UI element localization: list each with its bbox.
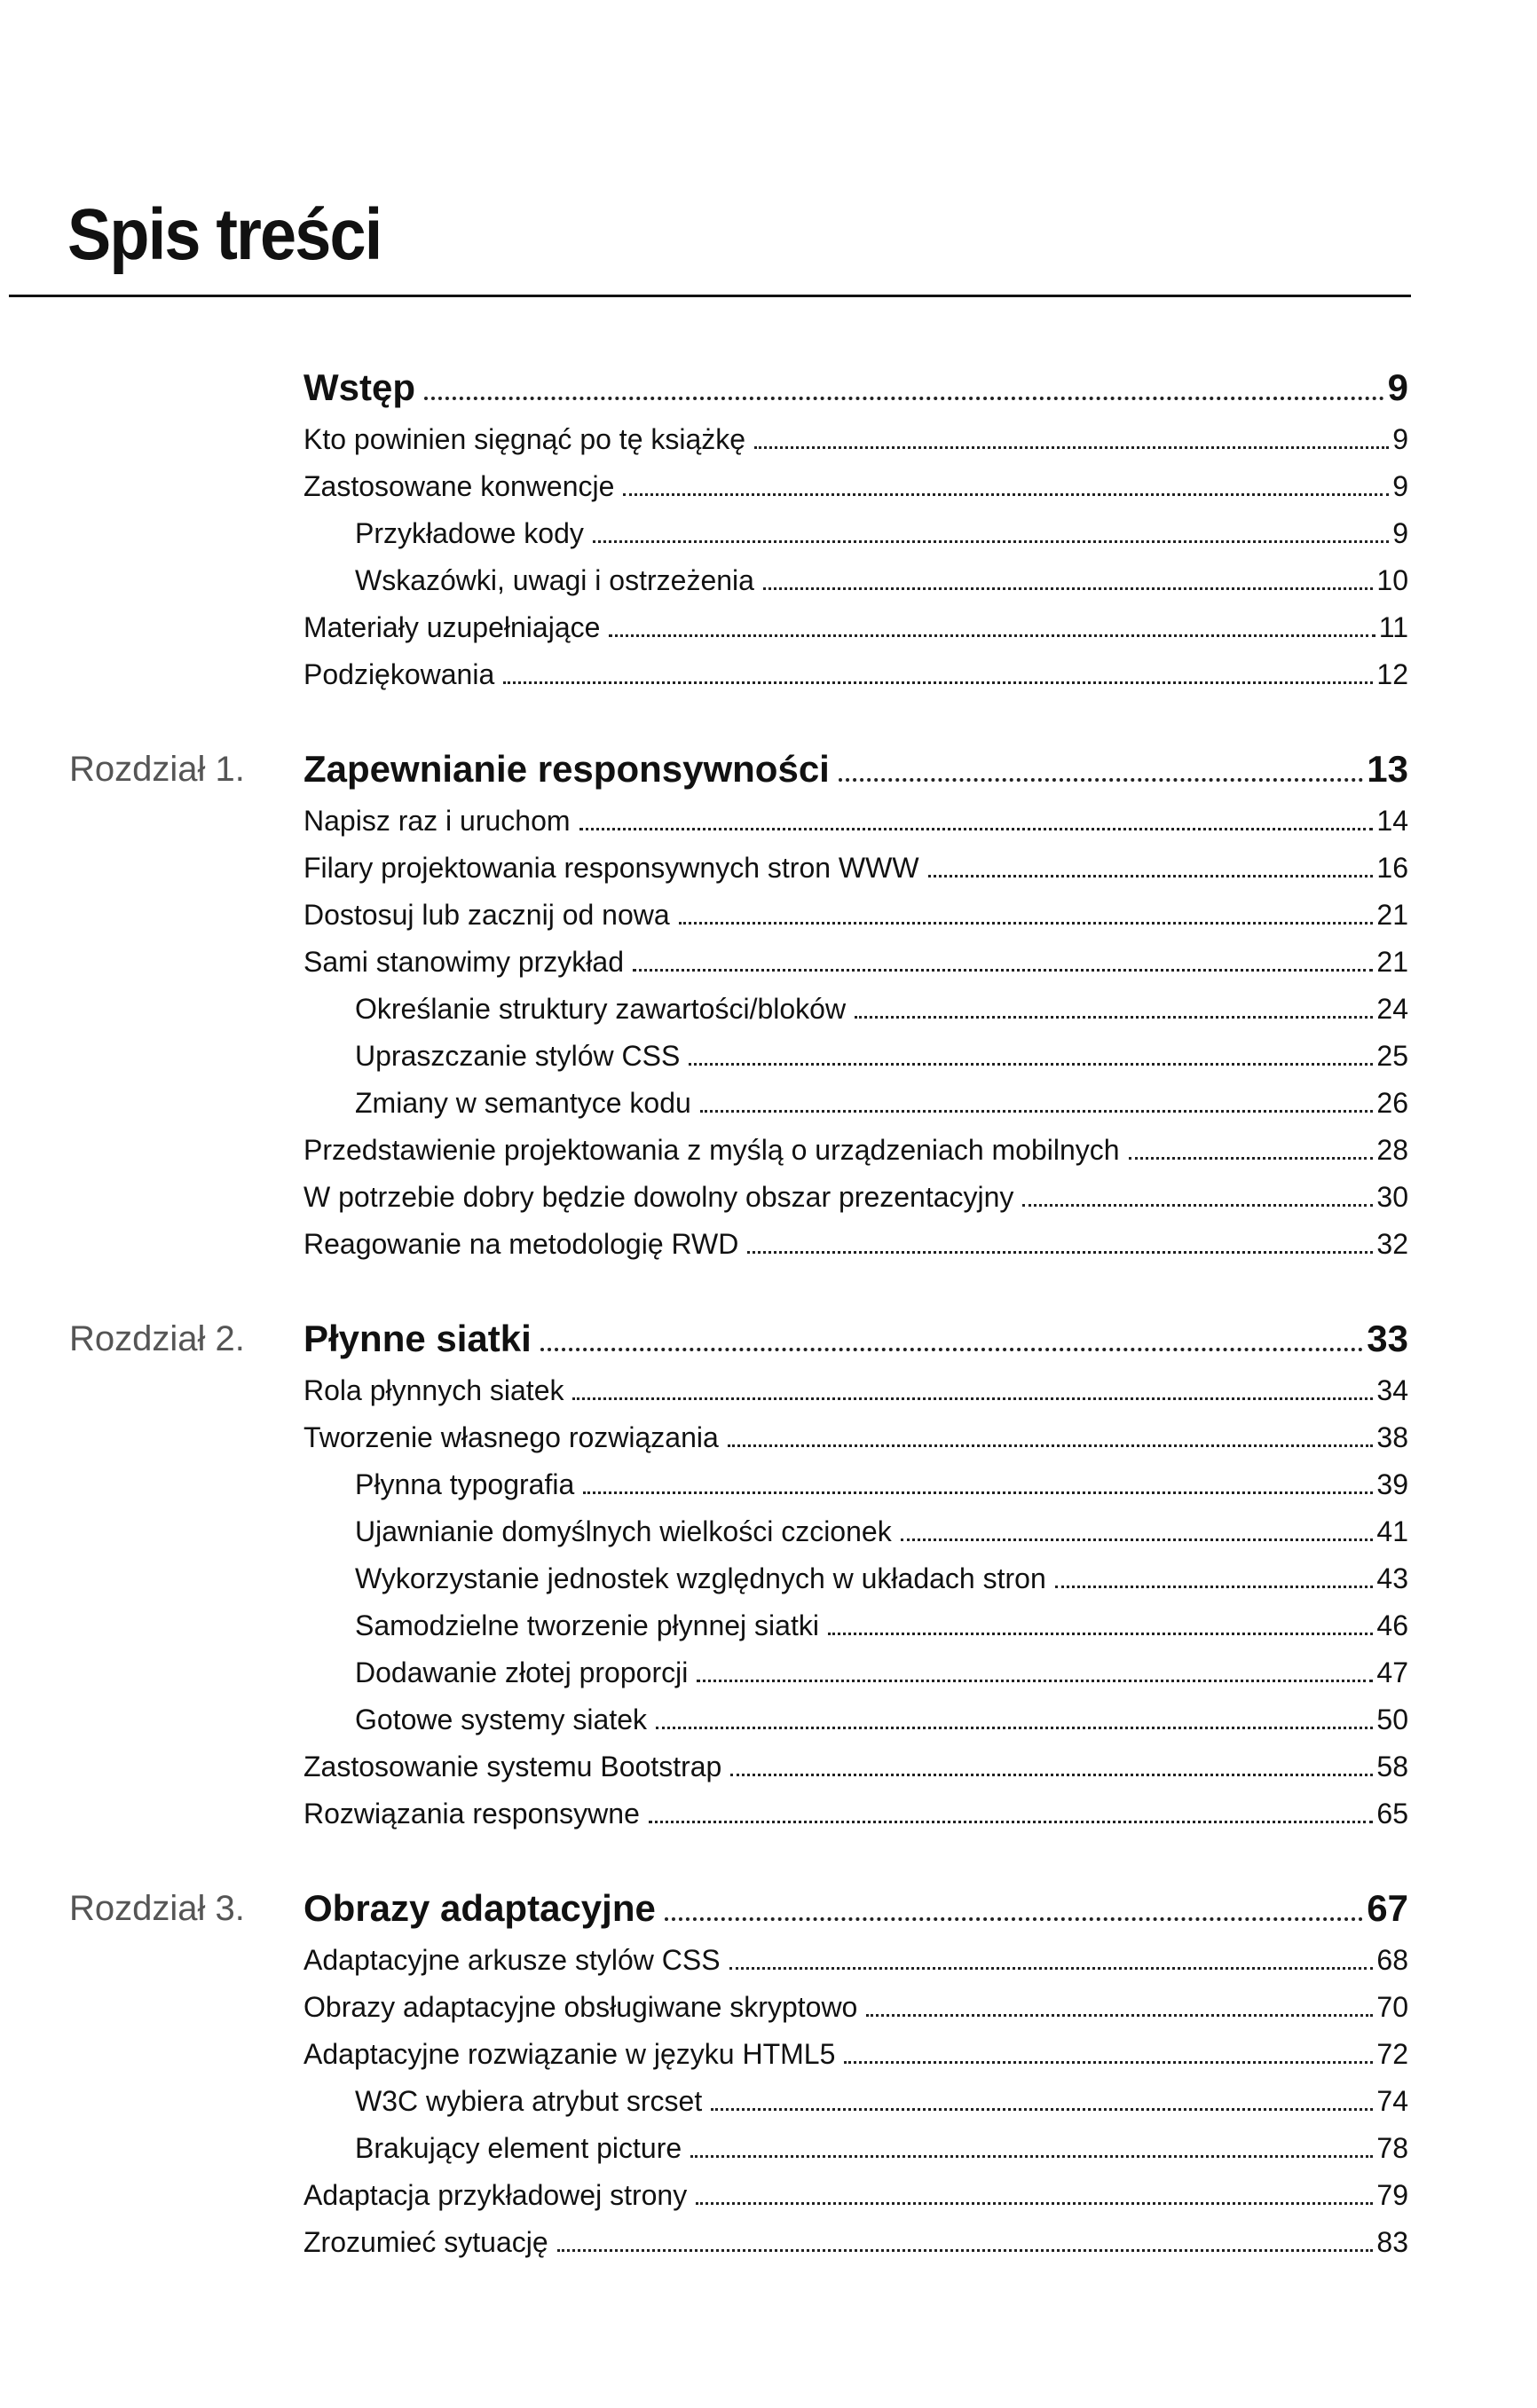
entry-title: Gotowe systemy siatek (355, 1704, 647, 1735)
toc-subentry[interactable] (355, 1649, 1408, 1696)
page-number: 26 (1376, 1087, 1408, 1119)
page-number: 24 (1376, 993, 1408, 1025)
toc-subentry[interactable] (355, 1602, 1408, 1649)
toc-entry[interactable] (303, 1984, 1408, 2031)
page-number: 28 (1376, 1134, 1408, 1166)
entry-title: Zapewnianie responsywności (303, 748, 830, 790)
dot-leader (844, 2061, 1373, 2064)
page-number: 34 (1376, 1374, 1408, 1406)
entry-title: Brakujący element picture (355, 2132, 682, 2164)
dot-leader (763, 587, 1373, 590)
toc-entry[interactable] (303, 939, 1408, 986)
entry-title: Adaptacyjne arkusze stylów CSS (303, 1944, 721, 1976)
entry-title: Samodzielne tworzenie płynnej siatki (355, 1609, 819, 1641)
toc-subentry[interactable] (355, 1696, 1408, 1743)
entry-title: W3C wybiera atrybut srcset (355, 2085, 703, 2117)
page-number: 9 (1387, 366, 1408, 408)
page-number: 33 (1367, 1318, 1408, 1359)
entry-title: W potrzebie dobry będzie dowolny obszar prezentacyjny (303, 1181, 1014, 1213)
toc-entry[interactable] (303, 1414, 1408, 1461)
dot-leader (633, 969, 1373, 972)
dot-leader (730, 1774, 1373, 1776)
dot-leader (839, 778, 1363, 782)
toc-chapter (0, 741, 1537, 1268)
dot-leader (1055, 1586, 1374, 1588)
entry-title: Przedstawienie projektowania z myślą o urządzeniach mobilnych (303, 1134, 1120, 1166)
entry-title: Reagowanie na metodologię RWD (303, 1228, 739, 1260)
page-number: 72 (1376, 2038, 1408, 2070)
toc-entry[interactable] (303, 1174, 1408, 1221)
entry-title: Obrazy adaptacyjne (303, 1887, 656, 1929)
entry-title: Płynne siatki (303, 1318, 532, 1359)
toc-subentry[interactable] (355, 1508, 1408, 1555)
entry-title: Rozwiązania responsywne (303, 1798, 640, 1830)
dot-leader (700, 1110, 1374, 1113)
dot-leader (747, 1251, 1373, 1254)
dot-leader (866, 2014, 1373, 2017)
page-number: 78 (1376, 2132, 1408, 2164)
toc-entry[interactable] (303, 651, 1408, 698)
dot-leader (424, 397, 1384, 400)
toc-entry[interactable] (303, 1937, 1408, 1984)
entry-title: Przykładowe kody (355, 517, 584, 549)
dot-leader (623, 493, 1389, 496)
chapter-heading[interactable] (303, 1880, 1408, 1937)
dot-leader (503, 681, 1373, 684)
toc-entry[interactable] (303, 1221, 1408, 1268)
entry-title: Zastosowanie systemu Bootstrap (303, 1751, 722, 1782)
dot-leader (728, 1444, 1374, 1447)
toc-subentry[interactable] (355, 510, 1408, 557)
entry-title: Podziękowania (303, 658, 495, 690)
entry-title: Filary projektowania responsywnych stron WWW (303, 852, 919, 884)
toc-entry[interactable] (303, 2172, 1408, 2219)
dot-leader (649, 1821, 1374, 1823)
entry-title: Napisz raz i uruchom (303, 805, 571, 837)
toc-subentry[interactable] (355, 2078, 1408, 2125)
page-number: 39 (1376, 1468, 1408, 1500)
page-number: 30 (1376, 1181, 1408, 1213)
page-number: 11 (1378, 611, 1408, 643)
chapter-heading[interactable] (303, 1310, 1408, 1367)
entry-title: Dodawanie złotej proporcji (355, 1656, 689, 1688)
dot-leader (665, 1917, 1363, 1921)
dot-leader (1129, 1157, 1374, 1160)
toc-entry[interactable] (303, 2219, 1408, 2266)
dot-leader (572, 1397, 1373, 1400)
page-number: 70 (1376, 1991, 1408, 2023)
entry-title: Kto powinien sięgnąć po tę książkę (303, 423, 746, 455)
page-number: 32 (1376, 1228, 1408, 1260)
dot-leader (679, 922, 1374, 925)
page-number: 41 (1376, 1515, 1408, 1547)
toc-entry[interactable] (303, 892, 1408, 939)
title-rule (9, 295, 1411, 297)
page-number: 9 (1392, 423, 1408, 455)
page-number: 83 (1376, 2226, 1408, 2258)
entry-title: Zrozumieć sytuację (303, 2226, 548, 2258)
entry-title: Zastosowane konwencje (303, 470, 615, 502)
toc-entry[interactable] (303, 1127, 1408, 1174)
page-number: 38 (1376, 1421, 1408, 1453)
dot-leader (697, 1680, 1373, 1682)
toc-entry[interactable] (303, 463, 1408, 510)
page-number: 10 (1376, 564, 1408, 596)
toc-subentry[interactable] (355, 1080, 1408, 1127)
page-number: 50 (1376, 1704, 1408, 1735)
page-number: 46 (1376, 1609, 1408, 1641)
entry-title: Obrazy adaptacyjne obsługiwane skryptowo (303, 1991, 858, 2023)
chapter-heading[interactable] (303, 741, 1408, 798)
toc-subentry[interactable] (355, 2125, 1408, 2172)
entry-title: Zmiany w semantyce kodu (355, 1087, 691, 1119)
entry-title: Sami stanowimy przykład (303, 946, 624, 978)
page-number: 25 (1376, 1040, 1408, 1072)
page-number: 67 (1367, 1887, 1408, 1929)
dot-leader (928, 875, 1374, 877)
toc-chapter (0, 1310, 1537, 1837)
entry-title: Adaptacja przykładowej strony (303, 2179, 688, 2211)
dot-leader (557, 2249, 1374, 2252)
toc-subentry[interactable] (355, 557, 1408, 604)
page-number: 21 (1376, 899, 1408, 931)
page-number: 14 (1376, 805, 1408, 837)
page-number: 9 (1392, 517, 1408, 549)
dot-leader (690, 2155, 1373, 2158)
page-number: 74 (1376, 2085, 1408, 2117)
dot-leader (711, 2108, 1373, 2111)
chapter-label: Rozdział 3. (69, 1889, 245, 1928)
page-number: 68 (1376, 1944, 1408, 1976)
toc-entry[interactable] (303, 1743, 1408, 1790)
toc-entry[interactable] (303, 798, 1408, 845)
entry-title: Dostosuj lub zacznij od nowa (303, 899, 670, 931)
dot-leader (540, 1348, 1364, 1351)
toc-chapter (0, 1880, 1537, 2266)
page-number: 16 (1376, 852, 1408, 884)
toc-subentry[interactable] (355, 1555, 1408, 1602)
page-number: 12 (1376, 658, 1408, 690)
entry-title: Wstęp (303, 366, 415, 408)
chapter-heading[interactable] (303, 359, 1408, 416)
toc-entry[interactable] (303, 604, 1408, 651)
entry-title: Płynna typografia (355, 1468, 575, 1500)
page-number: 79 (1376, 2179, 1408, 2211)
page-number: 21 (1376, 946, 1408, 978)
page-number: 47 (1376, 1656, 1408, 1688)
chapter-label: Rozdział 1. (69, 750, 245, 789)
dot-leader (729, 1967, 1374, 1970)
dot-leader (593, 540, 1389, 543)
dot-leader (609, 634, 1375, 637)
page-number: 13 (1367, 748, 1408, 790)
entry-title: Adaptacyjne rozwiązanie w języku HTML5 (303, 2038, 836, 2070)
dot-leader (696, 2202, 1373, 2205)
dot-leader (754, 446, 1389, 449)
entry-title: Ujawnianie domyślnych wielkości czcionek (355, 1515, 892, 1547)
page-number: 43 (1376, 1562, 1408, 1594)
entry-title: Tworzenie własnego rozwiązania (303, 1421, 719, 1453)
toc-chapter (0, 359, 1537, 698)
toc-entry[interactable] (303, 416, 1408, 463)
toc-entry[interactable] (303, 1790, 1408, 1837)
dot-leader (583, 1491, 1373, 1494)
chapter-label: Rozdział 2. (69, 1319, 245, 1358)
toc-subentry[interactable] (355, 986, 1408, 1033)
dot-leader (579, 828, 1374, 830)
page-number: 9 (1392, 470, 1408, 502)
entry-title: Wskazówki, uwagi i ostrzeżenia (355, 564, 754, 596)
dot-leader (1022, 1204, 1373, 1207)
page-number: 58 (1376, 1751, 1408, 1782)
entry-title: Określanie struktury zawartości/bloków (355, 993, 847, 1025)
page-title: Spis treści (67, 194, 382, 275)
entry-title: Rola płynnych siatek (303, 1374, 564, 1406)
dot-leader (656, 1727, 1373, 1729)
dot-leader (689, 1063, 1373, 1066)
toc-entry[interactable] (303, 845, 1408, 892)
toc-entry[interactable] (303, 2031, 1408, 2078)
entry-title: Wykorzystanie jednostek względnych w układach stron (355, 1562, 1046, 1594)
dot-leader (901, 1538, 1374, 1541)
toc-subentry[interactable] (355, 1033, 1408, 1080)
page-number: 65 (1376, 1798, 1408, 1830)
entry-title: Materiały uzupełniające (303, 611, 601, 643)
table-of-contents (0, 359, 1537, 2309)
dot-leader (855, 1016, 1373, 1019)
toc-entry[interactable] (303, 1367, 1408, 1414)
toc-subentry[interactable] (355, 1461, 1408, 1508)
dot-leader (828, 1633, 1373, 1635)
entry-title: Upraszczanie stylów CSS (355, 1040, 681, 1072)
